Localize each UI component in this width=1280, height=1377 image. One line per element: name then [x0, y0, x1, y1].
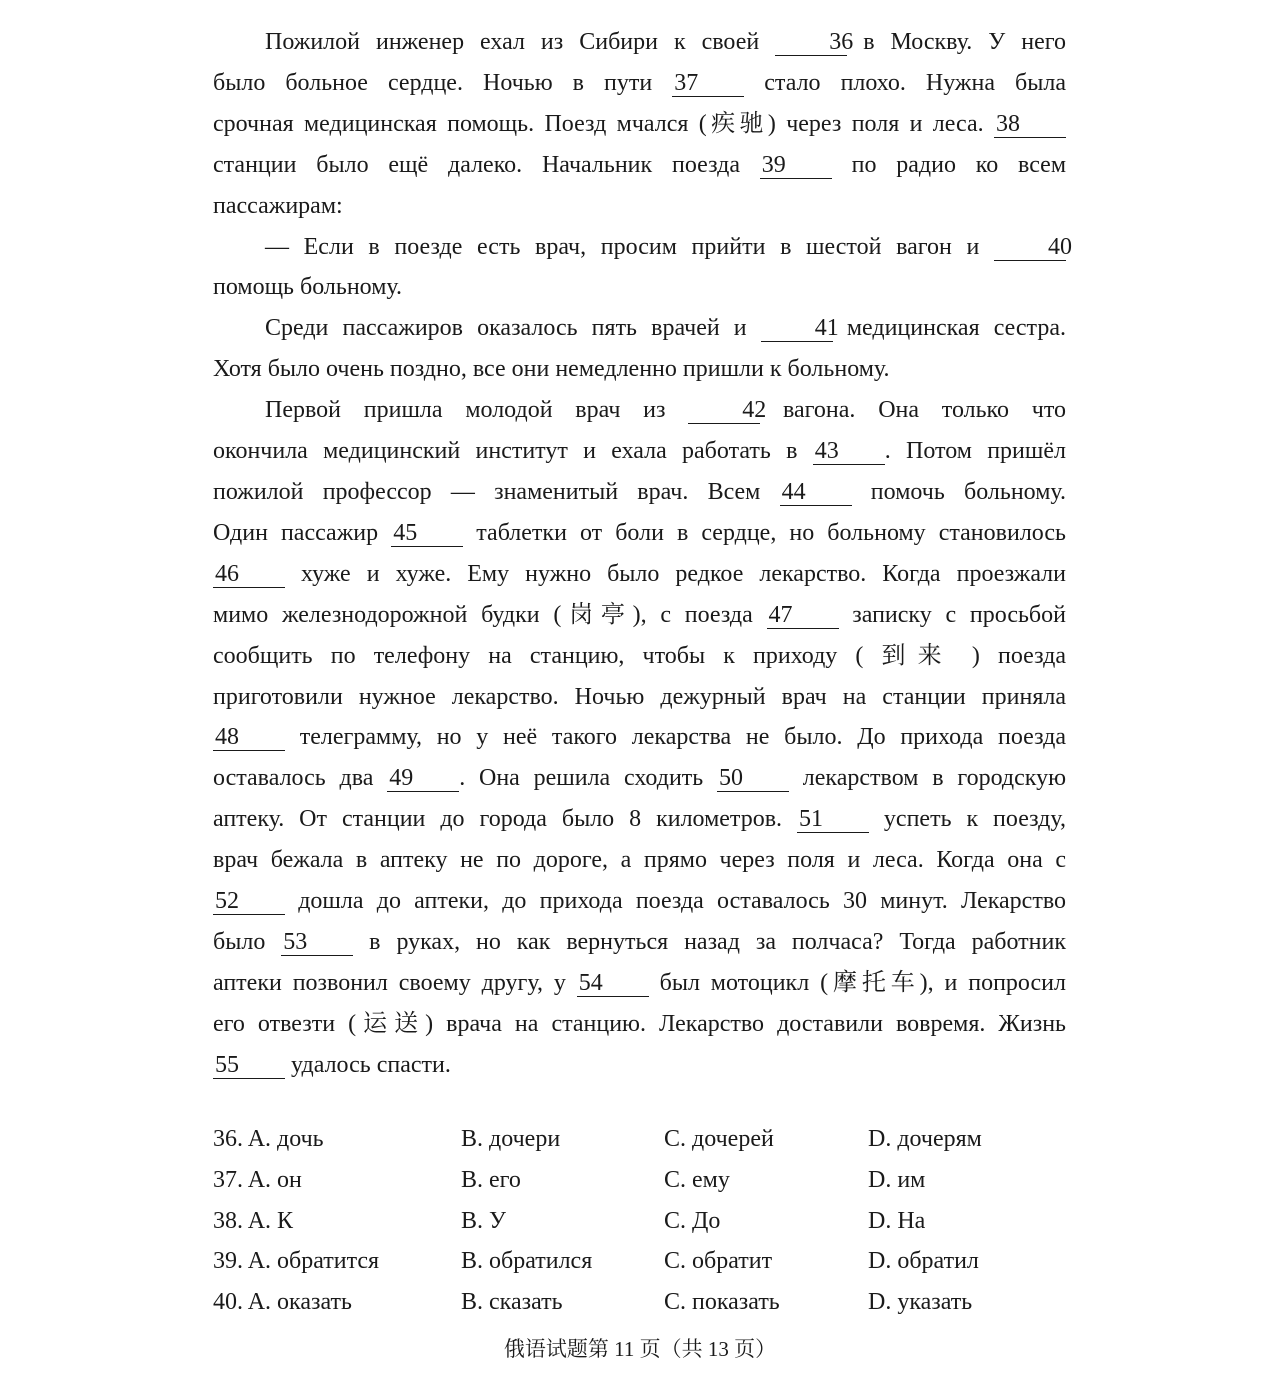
passage-text: в руках, но как вернуться назад за полчаса? Тогда работник: [353, 928, 1066, 955]
question-number: 39.: [213, 1248, 243, 1275]
passage-text: . Потом пришёл: [884, 438, 1066, 465]
blank-46: 46: [213, 561, 285, 588]
blank-45: 45: [391, 520, 463, 547]
option-b[interactable]: B. сказать: [461, 1289, 563, 1316]
passage-text: удалось спасти.: [285, 1051, 451, 1078]
blank-37: 37: [672, 70, 744, 97]
blank-36: 36: [775, 29, 847, 56]
passage-text: . Она решила сходить: [459, 765, 718, 792]
passage-text: телеграмму, но у неё такого лекарства не было. До прихода поезда: [285, 724, 1066, 751]
passage-line: [213, 677, 1066, 718]
blank-54: 54: [577, 970, 649, 997]
option-a-label: A. обратится: [247, 1248, 380, 1275]
passage-line: [213, 186, 1066, 227]
passage-text: лекарством в городскую: [789, 765, 1066, 792]
blank-43: 43: [813, 438, 885, 465]
passage-text: был мотоцикл (摩托车), и попросил: [648, 969, 1066, 996]
option-b[interactable]: B. его: [461, 1166, 521, 1193]
passage-text: мимо железнодорожной будки (岗亭), с поезда: [213, 601, 767, 628]
passage-line: [213, 145, 1066, 186]
passage-text: помочь больному.: [851, 478, 1066, 505]
passage-text: Пожилой инженер ехал из Сибири к своей: [265, 29, 776, 55]
blank-39: 39: [760, 152, 832, 179]
passage-text: по радио ко всем: [831, 151, 1067, 178]
blank-47: 47: [767, 602, 839, 629]
option-b[interactable]: B. У: [461, 1207, 506, 1234]
passage-text: пожилой профессор — знаменитый врач. Всем: [213, 478, 780, 505]
option-a[interactable]: [213, 1289, 352, 1316]
question-row: [213, 1126, 1066, 1167]
option-c[interactable]: C. До: [664, 1207, 721, 1234]
blank-49: 49: [387, 765, 459, 792]
passage-text: оставалось два: [213, 765, 388, 792]
blank-53: 53: [281, 929, 353, 956]
passage-line: [213, 472, 1066, 513]
passage-text: аптеку. От станции до города было 8 километров.: [213, 806, 797, 833]
option-a[interactable]: [213, 1208, 293, 1235]
passage-text: приготовили нужное лекарство. Ночью дежурный врач на станции приняла: [213, 683, 1066, 710]
blank-42: 42: [688, 397, 760, 424]
passage-line: [213, 595, 1066, 636]
passage-text: было больное сердце. Ночью в пути: [213, 69, 673, 96]
page-footer: 俄语试题第 11 页（共 13 页）: [503, 1337, 777, 1361]
option-a[interactable]: [213, 1167, 302, 1194]
question-number: 36.: [213, 1126, 243, 1152]
option-d[interactable]: D. дочерям: [868, 1126, 982, 1152]
passage-text: медицинская сестра.: [832, 315, 1066, 342]
blank-40: 40: [994, 234, 1066, 261]
passage-line: [213, 963, 1066, 1004]
passage-line: [213, 922, 1066, 963]
passage-text: станции было ещё далеко. Начальник поезда: [213, 151, 760, 178]
passage-line: [213, 717, 1066, 758]
passage-text: успеть к поезду,: [868, 806, 1066, 833]
passage-text: таблетки от боли в сердце, но больному становилось: [463, 519, 1067, 546]
option-a-label: A. оказать: [247, 1289, 352, 1316]
question-number: 37.: [213, 1166, 243, 1193]
passage-text: Среди пассажиров оказалось пять врачей и: [265, 315, 761, 342]
passage-line: [213, 1045, 1066, 1086]
blank-38: 38: [994, 111, 1066, 138]
passage-text: в Москву. У него: [847, 29, 1067, 55]
option-c[interactable]: C. ему: [664, 1166, 730, 1193]
passage-text: было: [213, 928, 282, 955]
passage-line: [213, 267, 1066, 308]
passage-text: записку с просьбой: [838, 601, 1066, 628]
blank-48: 48: [213, 724, 285, 751]
passage-text: дошла до аптеки, до прихода поезда оставалось 30 минут. Лекарство: [285, 888, 1066, 915]
passage-line: [213, 22, 1066, 63]
passage-text: стало плохо. Нужна была: [744, 69, 1067, 96]
question-row: [213, 1248, 1066, 1289]
passage-line: [213, 1004, 1066, 1045]
passage-text: помощь больному.: [213, 274, 402, 301]
option-d[interactable]: D. обратил: [868, 1248, 979, 1275]
passage-line: [213, 840, 1066, 881]
passage-text: врач бежала в аптеку не по дороге, а прямо через поля и леса. Когда она с: [213, 847, 1066, 874]
passage-line: [213, 390, 1066, 431]
option-b[interactable]: B. обратился: [461, 1248, 593, 1275]
option-a-label: A. он: [247, 1166, 302, 1193]
passage-line: [213, 104, 1066, 145]
passage-line: [213, 758, 1066, 799]
question-row: [213, 1289, 1066, 1330]
option-a-label: A. К: [247, 1207, 294, 1234]
option-a[interactable]: [213, 1126, 324, 1153]
answer-options: [213, 1126, 1066, 1330]
option-d[interactable]: D. им: [868, 1166, 926, 1193]
question-number: 38.: [213, 1207, 243, 1234]
option-b[interactable]: B. дочери: [461, 1126, 561, 1152]
passage-text: вагона. Она только что: [760, 397, 1067, 424]
passage-line: [213, 227, 1072, 268]
option-a[interactable]: [213, 1248, 379, 1275]
passage-line: [213, 63, 1066, 104]
passage-line: [213, 513, 1066, 554]
option-c[interactable]: C. дочерей: [664, 1126, 774, 1152]
blank-44: 44: [780, 479, 852, 506]
passage-text: хуже и хуже. Ему нужно было редкое лекарство. Когда проезжали: [285, 560, 1066, 587]
option-c[interactable]: C. обратит: [664, 1248, 773, 1275]
passage-text: пассажирам:: [213, 192, 343, 219]
passage-text: Один пассажир: [213, 519, 392, 546]
blank-55: 55: [213, 1052, 285, 1079]
passage-text: аптеки позвонил своему другу, у: [213, 969, 577, 996]
blank-51: 51: [797, 806, 869, 833]
question-row: [213, 1208, 1066, 1249]
option-d[interactable]: D. указать: [868, 1289, 973, 1316]
option-a-label: A. дочь: [247, 1126, 324, 1152]
passage-line: [213, 636, 1066, 677]
passage-line: [213, 431, 1066, 472]
passage-line: [213, 308, 1066, 349]
question-number: 40.: [213, 1289, 243, 1316]
passage-line: [213, 881, 1066, 922]
blank-52: 52: [213, 888, 285, 915]
passage-text: Первой пришла молодой врач из: [265, 397, 689, 424]
passage-text: Хотя было очень поздно, все они немедленно пришли к больному.: [213, 356, 890, 383]
blank-41: 41: [761, 315, 833, 342]
passage-text: окончила медицинский институт и ехала работать в: [213, 438, 813, 465]
passage-line: [213, 349, 1066, 390]
passage-text: его отвезти (运送) врача на станцию. Лекарство доставили вовремя. Жизнь: [213, 1010, 1066, 1037]
passage-text: срочная медицинская помощь. Поезд мчался (疾驰) через поля и леса.: [213, 110, 994, 137]
blank-50: 50: [717, 765, 789, 792]
reading-passage: [213, 22, 1072, 1086]
passage-text: сообщить по телефону на станцию, чтобы к приходу ( 到来 ) поезда: [213, 642, 1066, 669]
option-c[interactable]: C. показать: [664, 1289, 780, 1316]
passage-text: — Если в поезде есть врач, просим прийти в шестой вагон и: [265, 233, 994, 260]
question-row: [213, 1167, 1066, 1208]
option-d[interactable]: D. На: [868, 1207, 926, 1234]
passage-line: [213, 554, 1066, 595]
passage-line: [213, 799, 1066, 840]
